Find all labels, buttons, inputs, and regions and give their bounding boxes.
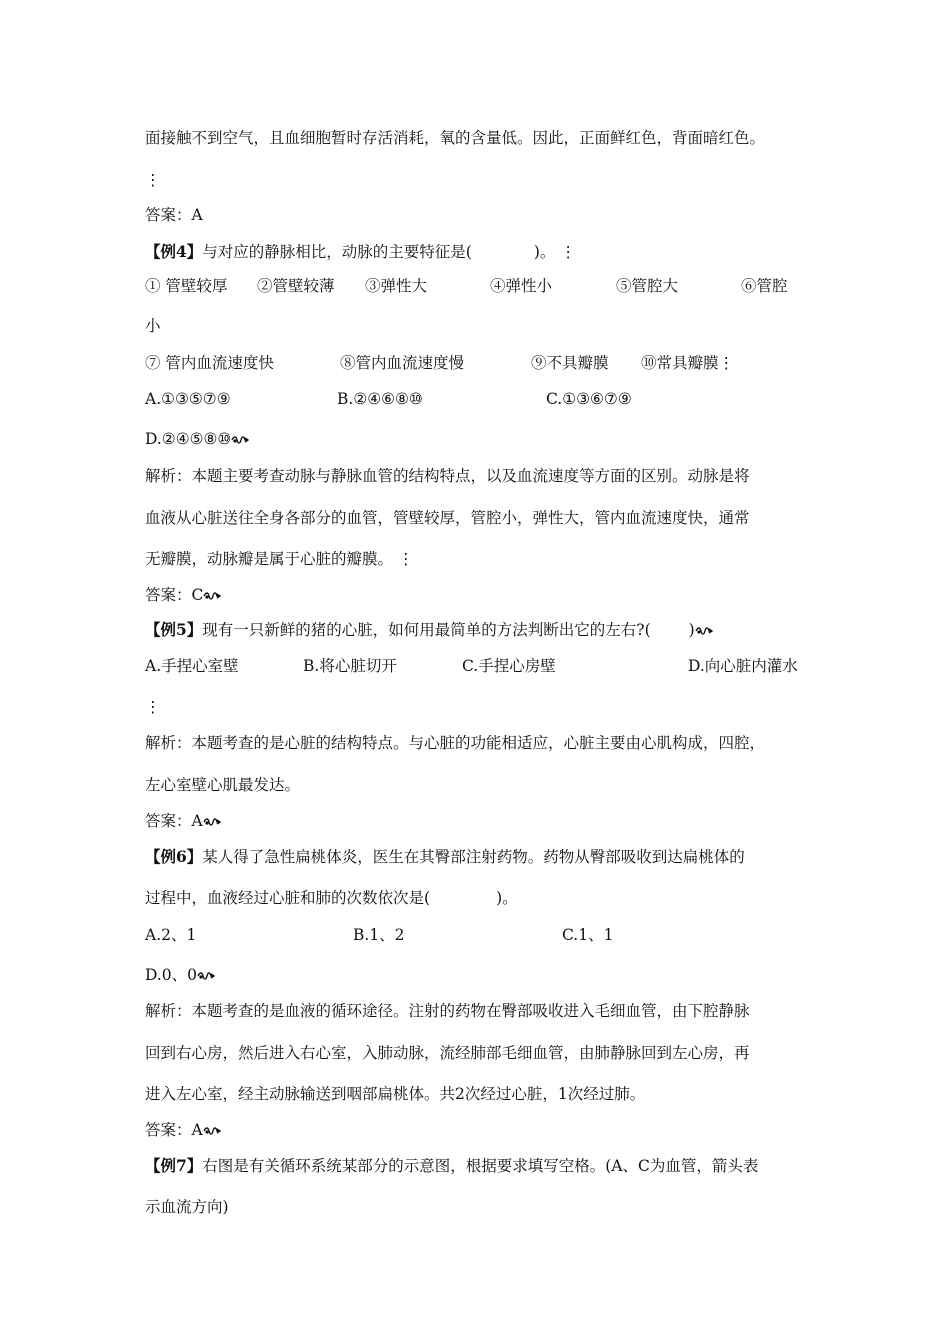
continuation-mark: ⋮ bbox=[718, 354, 735, 372]
answer-text: 答案：C bbox=[145, 586, 204, 604]
option-a: A.①③⑤⑦⑨ bbox=[145, 390, 231, 408]
example-7-question bbox=[145, 1156, 758, 1176]
explanation-line: 解析：本题考查的是心脏的结构特点。与心脏的功能相适应，心脏主要由心肌构成，四腔， bbox=[145, 734, 766, 752]
explanation-line: 解析：本题考查的是血液的循环途径。注射的药物在臀部吸收进入毛细血管，由下腔静脉 bbox=[145, 1002, 750, 1020]
answer-text: 答案：A bbox=[145, 812, 203, 830]
explanation-line: 解析：本题主要考查动脉与静脉血管的结构特点，以及血流速度等方面的区别。动脉是将 bbox=[145, 467, 750, 485]
option-d-text: D.②④⑤⑧⑩ bbox=[145, 430, 232, 448]
paragraph-line: 面接触不到空气，且血细胞暂时存活消耗，氧的含量低。因此，正面鲜红色，背面暗红色。 bbox=[145, 129, 766, 147]
continuation-mark: ⋮ bbox=[560, 243, 576, 261]
explanation-line: 左心室壁心肌最发达。 bbox=[145, 776, 301, 794]
option-b: B.1、2 bbox=[353, 926, 405, 944]
question-line-2: 示血流方向) bbox=[145, 1198, 229, 1216]
continuation-mark: ⋮ bbox=[397, 550, 414, 568]
item-6: ⑥管腔 bbox=[741, 277, 788, 295]
item-2: ②管壁较薄 bbox=[257, 277, 335, 295]
item-5: ⑤管腔大 bbox=[616, 277, 679, 295]
example-5-tag: 【例5】 bbox=[145, 620, 203, 639]
example-6-question bbox=[145, 847, 745, 867]
item-4: ④弹性小 bbox=[490, 277, 553, 295]
item-10-text: ⑩常具瓣膜 bbox=[641, 354, 719, 372]
explanation-line: 回到右心房，然后进入右心室，入肺动脉，流经肺部毛细血管，由肺静脉回到左心房，再 bbox=[145, 1044, 750, 1062]
answer-5 bbox=[145, 811, 221, 831]
explanation-text: 无瓣膜，动脉瓣是属于心脏的瓣膜。 bbox=[145, 550, 394, 568]
answer-6 bbox=[145, 1120, 221, 1140]
option-b: B.②④⑥⑧⑩ bbox=[337, 390, 423, 408]
option-c: C.手捏心房壁 bbox=[462, 657, 556, 675]
item-7: ⑦ 管内血流速度快 bbox=[145, 354, 274, 372]
answer-3: 答案：A bbox=[145, 206, 203, 224]
example-4-tag: 【例4】 bbox=[145, 242, 203, 261]
example-7-tag: 【例7】 bbox=[145, 1156, 203, 1175]
question-text: 过程中，血液经过心脏和肺的次数依次是( bbox=[145, 889, 431, 907]
scribble-icon bbox=[203, 817, 221, 827]
item-9: ⑨不具瓣膜 bbox=[531, 354, 609, 372]
item-3: ③弹性大 bbox=[365, 277, 428, 295]
scribble-icon bbox=[197, 971, 215, 981]
question-end: )。 bbox=[533, 243, 556, 261]
item-8: ⑧管内血流速度慢 bbox=[340, 354, 465, 372]
example-6-tag: 【例6】 bbox=[145, 847, 203, 866]
question-line-2 bbox=[145, 888, 518, 908]
item-6-cont: 小 bbox=[145, 317, 161, 335]
question-text: 某人得了急性扁桃体炎，医生在其臀部注射药物。药物从臀部吸收到达扁桃体的 bbox=[202, 848, 745, 866]
option-c: C.1、1 bbox=[562, 926, 614, 944]
option-d-text: D.0、0 bbox=[145, 966, 198, 984]
option-c: C.①③⑥⑦⑨ bbox=[546, 390, 632, 408]
scribble-icon bbox=[695, 626, 713, 636]
question-text: 右图是有关循环系统某部分的示意图，根据要求填写空格。(A、C为血管，箭头表 bbox=[202, 1157, 759, 1175]
question-text: 现有一只新鲜的猪的心脏，如何用最简单的方法判断出它的左右?( bbox=[202, 621, 651, 639]
question-text: 与对应的静脉相比，动脉的主要特征是( bbox=[202, 243, 472, 261]
question-end: ) bbox=[688, 621, 695, 639]
question-end: )。 bbox=[496, 889, 518, 907]
answer-4 bbox=[145, 585, 221, 605]
option-d bbox=[145, 965, 215, 985]
item-10 bbox=[641, 353, 734, 373]
option-a: A.2、1 bbox=[145, 926, 197, 944]
continuation-mark: ⋮ bbox=[145, 698, 161, 716]
option-d bbox=[145, 429, 249, 449]
scribble-icon bbox=[231, 435, 249, 445]
scribble-icon bbox=[203, 591, 221, 601]
example-5-question bbox=[145, 620, 713, 640]
option-b: B.将心脏切开 bbox=[303, 657, 397, 675]
option-d: D.向心脏内灌水 bbox=[688, 657, 798, 675]
item-1: ① 管壁较厚 bbox=[145, 277, 228, 295]
explanation-line bbox=[145, 549, 413, 569]
explanation-line: 血液从心脏送往全身各部分的血管，管壁较厚，管腔小，弹性大，管内血流速度快，通常 bbox=[145, 509, 750, 527]
explanation-line: 进入左心室，经主动脉输送到咽部扁桃体。共2次经过心脏，1次经过肺。 bbox=[145, 1085, 646, 1103]
option-a: A.手捏心室壁 bbox=[145, 657, 239, 675]
continuation-mark: ⋮ bbox=[145, 171, 161, 189]
answer-text: 答案：A bbox=[145, 1121, 203, 1139]
example-4-question bbox=[145, 242, 576, 262]
scribble-icon bbox=[203, 1126, 221, 1136]
